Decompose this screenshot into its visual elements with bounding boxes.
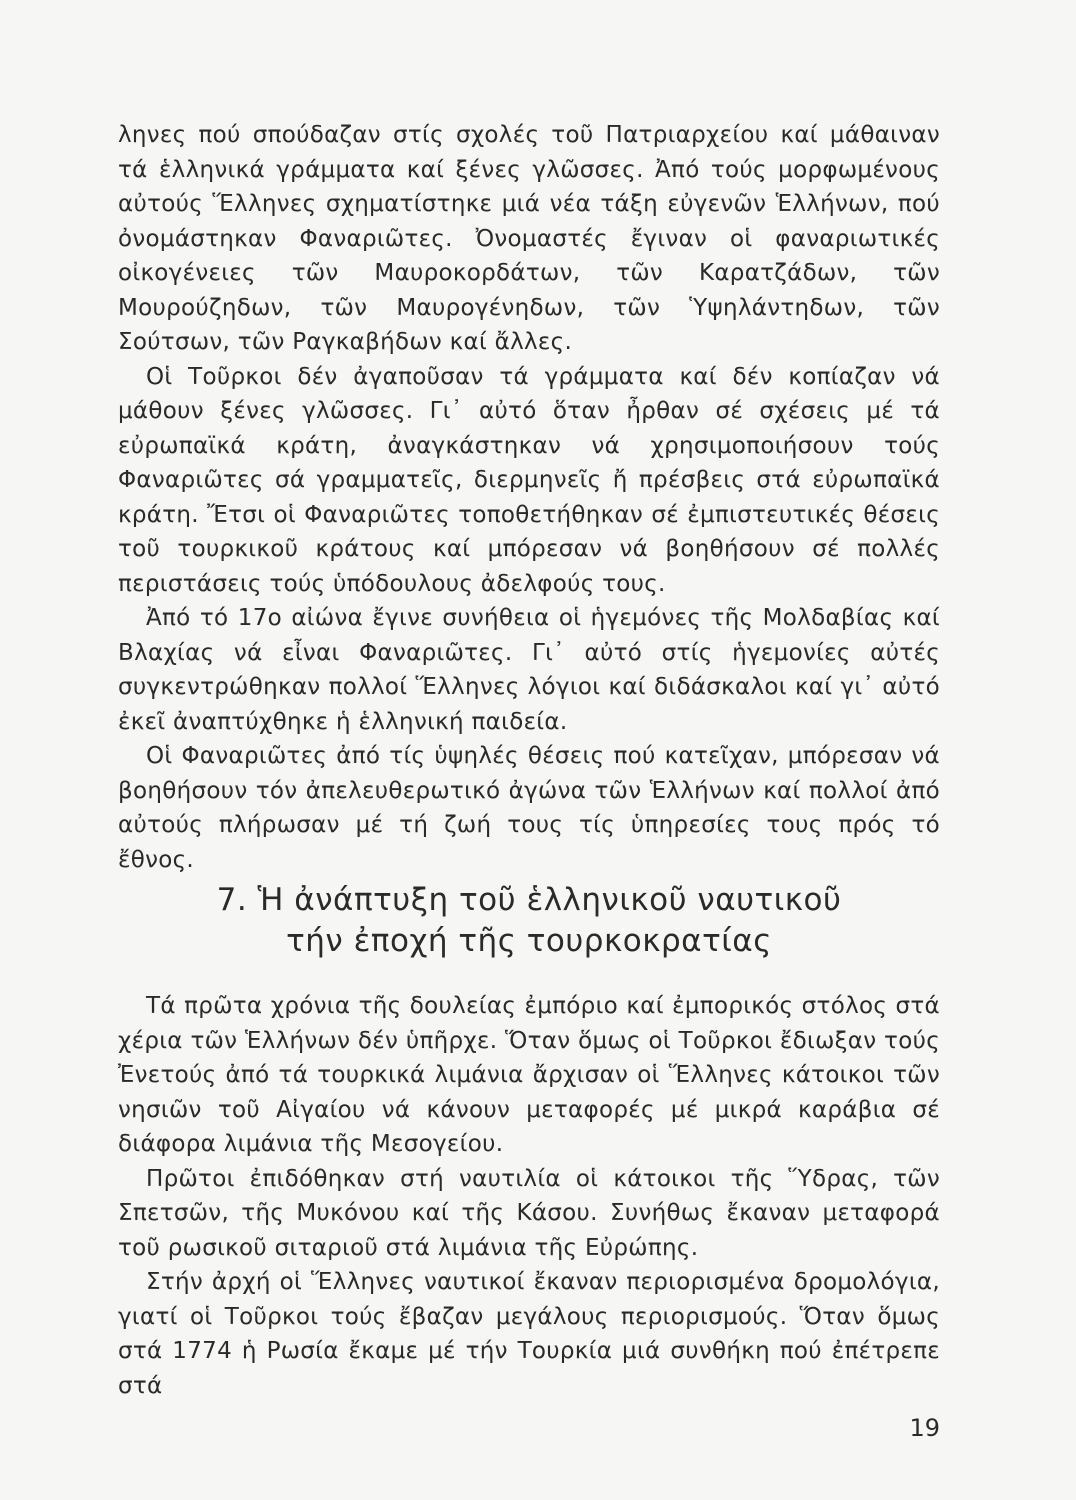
section-title-line-1: Ἡ ἀνάπτυξη τοῦ ἑλληνικοῦ ναυτικοῦ [257, 882, 842, 918]
paragraph: Οἱ Τοῦρκοι δέν ἀγαποῦσαν τά γράμματα καί δέν κοπίαζαν νά μάθουν ξένες γλῶσσες. Γι᾽ αὐτό ὅταν ἦρθαν σέ σχέσεις μέ τά εὐρωπαϊκά κράτη, ἀναγκάστηκαν νά χρησιμοποιήσουν τούς Φαναριῶτες σά γραμματεῖς, διερμηνεῖς ἤ πρέσβεις στά εὐρωπαϊκά κράτη. Ἔτσι οἱ Φαναριῶτες τοποθετήθηκαν σέ ἐμπιστευτικές θέσεις τοῦ τουρκικοῦ κράτους καί μπόρεσαν νά βοηθήσουν σέ πολλές περιστάσεις τούς ὑπόδουλους ἀδελφούς τους. [118, 363, 940, 597]
section-heading-line-1 [118, 880, 940, 921]
paragraph: Οἱ Φαναριῶτες ἀπό τίς ὑψηλές θέσεις πού κατεῖχαν, μπόρεσαν νά βοηθήσουν τόν ἀπελευθερωτικό ἀγώνα τῶν Ἑλλήνων καί πολλοί ἀπό αὐτούς πλήρωσαν μέ τή ζωή τους τίς ὑπηρεσίες τους πρός τό ἔθνος. [118, 743, 940, 873]
body-text-top [118, 118, 940, 877]
body-text-bottom [118, 989, 940, 1403]
paragraph: Πρῶτοι ἐπιδόθηκαν στή ναυτιλία οἱ κάτοικοι τῆς Ὕδρας, τῶν Σπετσῶν, τῆς Μυκόνου καί τῆς Κάσου. Συνήθως ἔκαναν μεταφορά τοῦ ρωσικοῦ σιταριοῦ στά λιμάνια τῆς Εὐρώπης. [118, 1165, 940, 1261]
paragraph: Στήν ἀρχή οἱ Ἕλληνες ναυτικοί ἔκαναν περιορισμένα δρομολόγια, γιατί οἱ Τοῦρκοι τούς ἔβαζαν μεγάλους περιορισμούς. Ὅταν ὅμως στά 1774 ἡ Ρωσία ἔκαμε μέ τήν Τουρκία μιά συνθήκη πού ἐπέτρεπε στά [118, 1269, 940, 1399]
section-number: 7. [216, 882, 248, 918]
paragraph-continued: ληνες πού σπούδαζαν στίς σχολές τοῦ Πατριαρχείου καί μάθαιναν τά ἑλληνικά γράμματα καί ξένες γλῶσσες. Ἀπό τούς μορφωμένους αὐτούς Ἕλληνες σχηματίστηκε μιά νέα τάξη εὐγενῶν Ἑλλήνων, πού ὀνομάστηκαν Φαναριῶτες. Ὀνομαστές ἔγιναν οἱ φαναριωτικές οἰκογένειες τῶν Μαυροκορδάτων, τῶν Καρατζάδων, τῶν Μουρούζηδων, τῶν Μαυρογένηδων, τῶν Ὑψηλάντηδων, τῶν Σούτσων, τῶν Ραγκαβήδων καί ἄλλες. [118, 122, 940, 355]
section-heading [118, 880, 940, 962]
paragraph: Ἀπό τό 17ο αἰώνα ἔγινε συνήθεια οἱ ἡγεμόνες τῆς Μολδαβίας καί Βλαχίας νά εἶναι Φαναριῶτες. Γι᾽ αὐτό στίς ἡγεμονίες αὐτές συγκεντρώθηκαν πολλοί Ἕλληνες λόγιοι καί διδάσκαλοι καί γι᾽ αὐτό ἐκεῖ ἀναπτύχθηκε ἡ ἑλληνική παιδεία. [118, 605, 940, 735]
paragraph: Τά πρῶτα χρόνια τῆς δουλείας ἐμπόριο καί ἐμπορικός στόλος στά χέρια τῶν Ἑλλήνων δέν ὑπῆρχε. Ὅταν ὅμως οἱ Τοῦρκοι ἔδιωξαν τούς Ἐνετούς ἀπό τά τουρκικά λιμάνια ἄρχισαν οἱ Ἕλληνες κάτοικοι τῶν νησιῶν τοῦ Αἰγαίου νά κάνουν μεταφορές μέ μικρά καράβια σέ διάφορα λιμάνια τῆς Μεσογείου. [118, 993, 940, 1157]
page-number: 19 [909, 1414, 940, 1442]
section-title-line-2: τήν ἐποχή τῆς τουρκοκρατίας [286, 923, 772, 959]
